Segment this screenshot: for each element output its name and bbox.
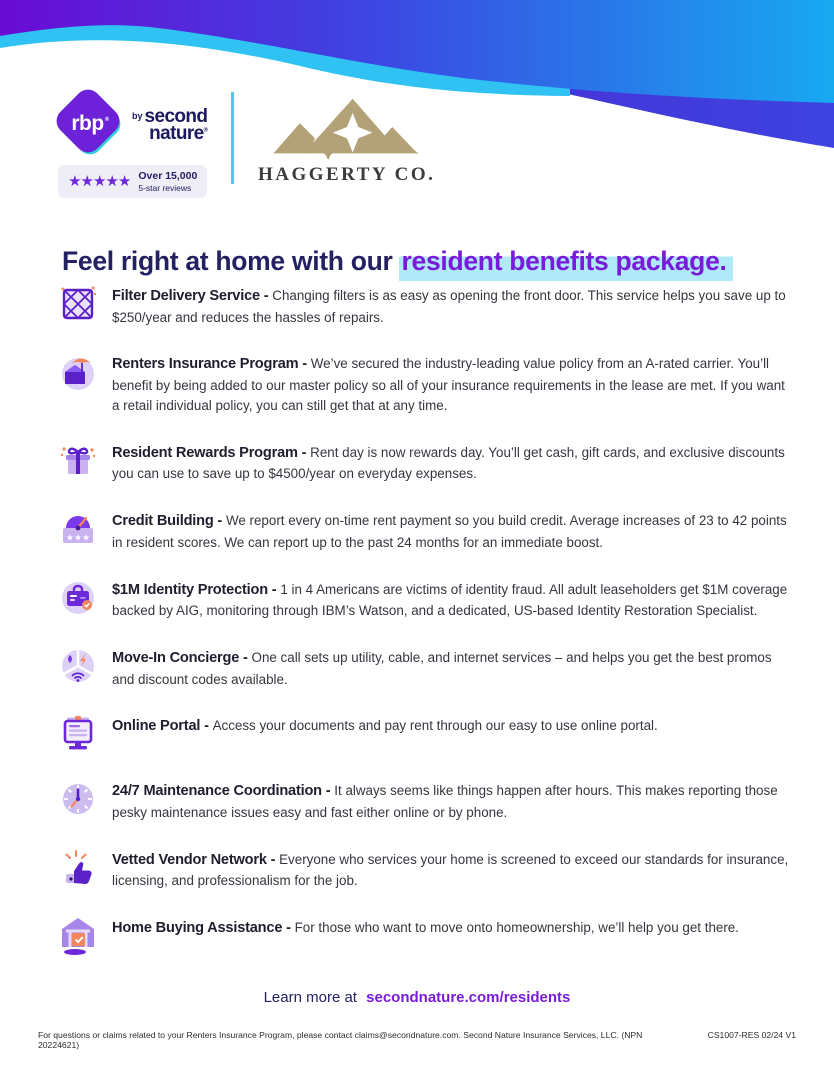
rbp-trademark: ® (104, 117, 109, 123)
air-filter-icon (58, 284, 98, 324)
utilities-wheel-icon (58, 646, 98, 686)
page-title (62, 246, 802, 277)
partner-name: HAGGERTY CO. (257, 164, 436, 185)
benefit-title: Renters Insurance Program - (112, 356, 311, 373)
legal-row (38, 1030, 796, 1050)
benefit-description: It always seems like things happen after hours. This makes reporting those pesky maintenance issues easy and fast either online or by phone. (112, 783, 778, 820)
benefit-title: $1M Identity Protection - (112, 581, 281, 598)
five-star-rating-icon: ★★★★★ (68, 173, 131, 190)
reviews-caption: 5-star reviews (138, 183, 192, 193)
benefit-item (58, 509, 794, 552)
brand-trademark: ® (203, 127, 208, 134)
reviews-badge (58, 165, 207, 198)
rbp-logo-block (58, 92, 207, 198)
benefit-description: Changing filters is as easy as opening the front door. This service helps you save up to $250/year and reduces the hassles of repairs. (112, 288, 786, 325)
benefit-item (58, 646, 794, 689)
benefit-description: Rent day is now rewards day. You’ll get cash, gift cards, and exclusive discounts you can use to save up to $4500/year on everyday expenses. (112, 444, 785, 482)
rbp-logo-icon (58, 92, 122, 156)
benefit-item (58, 916, 794, 956)
benefit-title: Home Buying Assistance - (112, 920, 295, 937)
benefit-item (58, 441, 794, 484)
benefit-description: 1 in 4 Americans are victims of identity fraud. All adult leaseholders get $1M coverage backed by AIG, monitoring through IBM’s Watson, and a dedicated, US-based Identity Restoration Specialist. (112, 581, 788, 619)
gift-box-icon (58, 441, 98, 481)
benefit-item (58, 714, 794, 754)
benefit-text (112, 580, 794, 621)
benefit-text (112, 716, 658, 738)
headline-prefix: Feel right at home with our (62, 245, 393, 276)
benefit-description: We’ve secured the industry-leading value policy from an A-rated carrier. You’ll benefit by being added to our master policy so all of your insurance requirements in the lease are met. If you want a retail individual policy, you can still get that at any time. (112, 356, 785, 413)
benefit-title: Resident Rewards Program - (112, 444, 311, 461)
benefit-item (58, 578, 794, 621)
thumbs-up-icon (58, 848, 98, 888)
headline-highlight: resident benefits package. (399, 246, 733, 281)
umbrella-house-icon (58, 352, 98, 392)
benefit-title: Online Portal - (112, 718, 213, 735)
benefit-text (112, 286, 794, 327)
reviews-count: Over 15,000 (138, 170, 198, 182)
learn-more-prefix: Learn more at (263, 989, 357, 1006)
benefit-text (112, 781, 794, 822)
logo-row (58, 92, 435, 198)
online-portal-monitor-icon (58, 714, 98, 754)
brand-line-nature: nature (149, 123, 204, 144)
second-nature-wordmark (132, 106, 208, 144)
benefit-title: Move-In Concierge - (112, 649, 252, 666)
doc-code: CS1007-RES 02/24 V1 (707, 1030, 796, 1040)
benefit-description: Everyone who services your home is screened to exceed our standards for insurance, licensing, and professionalism for the job. (112, 851, 789, 889)
rbp-logo-text: rbp (71, 112, 104, 135)
haggerty-mountain-icon (271, 94, 423, 160)
benefit-item (58, 848, 794, 891)
benefits-list (58, 284, 794, 981)
clock-icon (58, 779, 98, 819)
credit-gauge-icon (58, 509, 98, 549)
benefit-text (112, 511, 794, 552)
benefit-title: 24/7 Maintenance Coordination - (112, 783, 335, 800)
benefit-text (112, 850, 794, 891)
home-check-icon (58, 916, 98, 956)
benefit-description: For those who want to move onto homeownership, we’ll help you get there. (294, 920, 739, 936)
benefit-item (58, 779, 794, 822)
partner-logo-block (258, 94, 435, 186)
benefit-text (112, 354, 794, 415)
benefit-description: Access your documents and pay rent through our easy to use online portal. (212, 718, 658, 734)
benefit-title: Filter Delivery Service - (112, 288, 273, 304)
benefit-title: Credit Building - (112, 513, 226, 530)
logo-divider (231, 92, 234, 184)
benefit-text (112, 443, 794, 484)
by-label: by (132, 111, 143, 122)
benefit-text (112, 648, 794, 689)
benefit-item (58, 352, 794, 415)
benefit-title: Vetted Vendor Network - (112, 851, 280, 868)
benefit-text (112, 918, 739, 940)
legal-text: For questions or claims related to your Renters Insurance Program, please contact claims@secondnature.com. Second Nature Insurance Services, LLC. (NPN 20224621) (38, 1030, 643, 1050)
benefit-item (58, 284, 794, 327)
learn-more-line (0, 989, 834, 1006)
benefit-description: One call sets up utility, cable, and internet services – and helps you get the best promos and discount codes available. (112, 649, 772, 687)
brand-line-second: second (144, 106, 208, 128)
id-shield-icon (58, 578, 98, 618)
benefit-description: We report every on-time rent payment so you build credit. Average increases of 23 to 42 points in resident scores. We can report up to the past 24 months for an immediate boost. (112, 513, 787, 550)
svg-text:★★★: ★★★ (65, 533, 91, 544)
learn-more-link[interactable]: secondnature.com/residents (366, 989, 571, 1006)
